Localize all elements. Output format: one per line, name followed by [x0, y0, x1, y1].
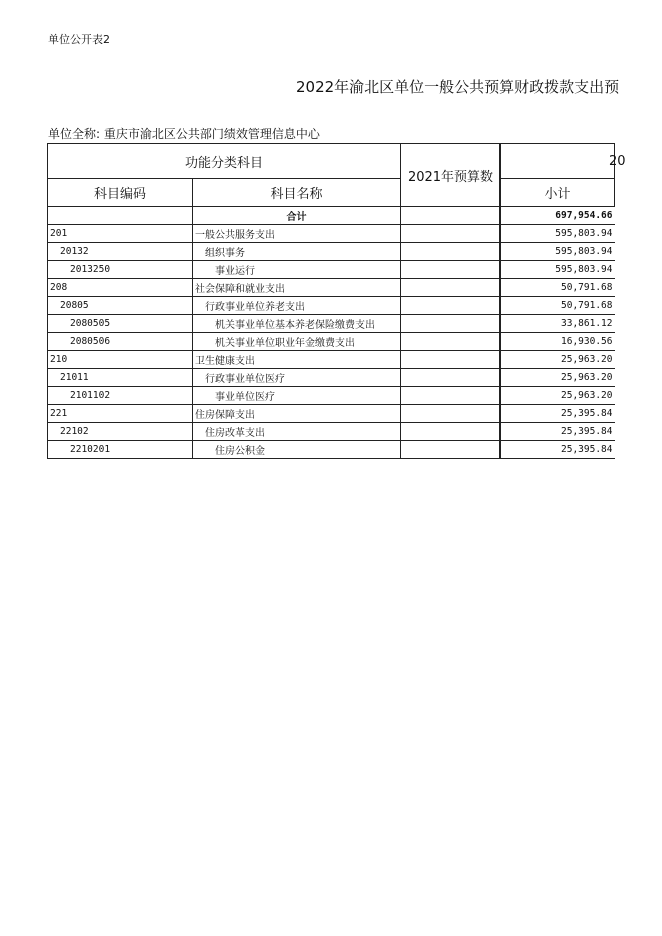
subtotal-cell: 595,803.94: [500, 225, 615, 243]
budget-2021-cell: [401, 387, 500, 405]
subject-name-cell: 合计: [193, 207, 401, 225]
table-row: [48, 387, 615, 405]
subject-name-cell: 住房公积金: [193, 441, 401, 459]
budget-2021-cell: [401, 369, 500, 387]
unit-name-label: 单位全称: 重庆市渝北区公共部门绩效管理信息中心: [48, 127, 320, 141]
subject-code-cell: 2080506: [48, 333, 193, 351]
subject-code-cell: 201: [48, 225, 193, 243]
table-row: [48, 261, 615, 279]
budget-2021-cell: [401, 225, 500, 243]
budget-2021-cell: [401, 279, 500, 297]
subject-code-cell: 20132: [48, 243, 193, 261]
header-budget-2021: 2021年预算数: [400, 143, 501, 207]
form-id-label: 单位公开表2: [48, 33, 110, 46]
header-2022-group: 20: [499, 143, 615, 179]
subtotal-cell: 50,791.68: [500, 297, 615, 315]
subject-code-cell: 2210201: [48, 441, 193, 459]
table-row: [48, 225, 615, 243]
subject-code-cell: 208: [48, 279, 193, 297]
table-row: [48, 315, 615, 333]
subject-code-cell: 210: [48, 351, 193, 369]
subtotal-cell: 25,963.20: [500, 369, 615, 387]
subtotal-cell: 25,395.84: [500, 405, 615, 423]
subject-name-cell: 住房保障支出: [193, 405, 401, 423]
header-subject-name: 科目名称: [192, 178, 401, 207]
budget-2021-cell: [401, 207, 500, 225]
subject-name-cell: 住房改革支出: [193, 423, 401, 441]
budget-2021-cell: [401, 243, 500, 261]
subject-code-cell: 2101102: [48, 387, 193, 405]
subject-name-cell: 机关事业单位职业年金缴费支出: [193, 333, 401, 351]
subtotal-cell: 33,861.12: [500, 315, 615, 333]
subject-code-cell: 2080505: [48, 315, 193, 333]
header-subject-code: 科目编码: [47, 178, 193, 207]
subtotal-cell: 697,954.66: [500, 207, 615, 225]
subtotal-cell: 25,395.84: [500, 423, 615, 441]
table-row: [48, 423, 615, 441]
table-row: [48, 207, 615, 225]
budget-2021-cell: [401, 441, 500, 459]
table-row: [48, 243, 615, 261]
subtotal-cell: 25,395.84: [500, 441, 615, 459]
subject-code-cell: 20805: [48, 297, 193, 315]
budget-2021-cell: [401, 423, 500, 441]
subtotal-cell: 25,963.20: [500, 351, 615, 369]
subject-name-cell: 组织事务: [193, 243, 401, 261]
budget-2021-cell: [401, 405, 500, 423]
table-row: [48, 333, 615, 351]
table-row: [48, 351, 615, 369]
budget-2021-cell: [401, 333, 500, 351]
subject-name-cell: 行政事业单位医疗: [193, 369, 401, 387]
subject-name-cell: 一般公共服务支出: [193, 225, 401, 243]
subject-name-cell: 机关事业单位基本养老保险缴费支出: [193, 315, 401, 333]
subject-code-cell: 22102: [48, 423, 193, 441]
subtotal-cell: 16,930.56: [500, 333, 615, 351]
table-row: [48, 441, 615, 459]
subject-name-cell: 社会保障和就业支出: [193, 279, 401, 297]
budget-expenditure-table: [47, 206, 615, 459]
subtotal-cell: 50,791.68: [500, 279, 615, 297]
subject-name-cell: 行政事业单位养老支出: [193, 297, 401, 315]
subtotal-cell: 595,803.94: [500, 243, 615, 261]
subject-code-cell: 221: [48, 405, 193, 423]
budget-2021-cell: [401, 297, 500, 315]
subject-code-cell: 21011: [48, 369, 193, 387]
subtotal-cell: 25,963.20: [500, 387, 615, 405]
subject-name-cell: 事业单位医疗: [193, 387, 401, 405]
subject-code-cell: [48, 207, 193, 225]
header-functional-classification: 功能分类科目: [47, 143, 401, 179]
budget-2021-cell: [401, 351, 500, 369]
budget-2021-cell: [401, 315, 500, 333]
table-row: [48, 297, 615, 315]
subject-code-cell: 2013250: [48, 261, 193, 279]
page-title: 2022年渝北区单位一般公共预算财政拨款支出预: [296, 78, 620, 96]
subject-name-cell: 卫生健康支出: [193, 351, 401, 369]
table-row: [48, 369, 615, 387]
header-subtotal: 小计: [499, 178, 615, 207]
subtotal-cell: 595,803.94: [500, 261, 615, 279]
table-row: [48, 279, 615, 297]
table-row: [48, 405, 615, 423]
subject-name-cell: 事业运行: [193, 261, 401, 279]
budget-2021-cell: [401, 261, 500, 279]
